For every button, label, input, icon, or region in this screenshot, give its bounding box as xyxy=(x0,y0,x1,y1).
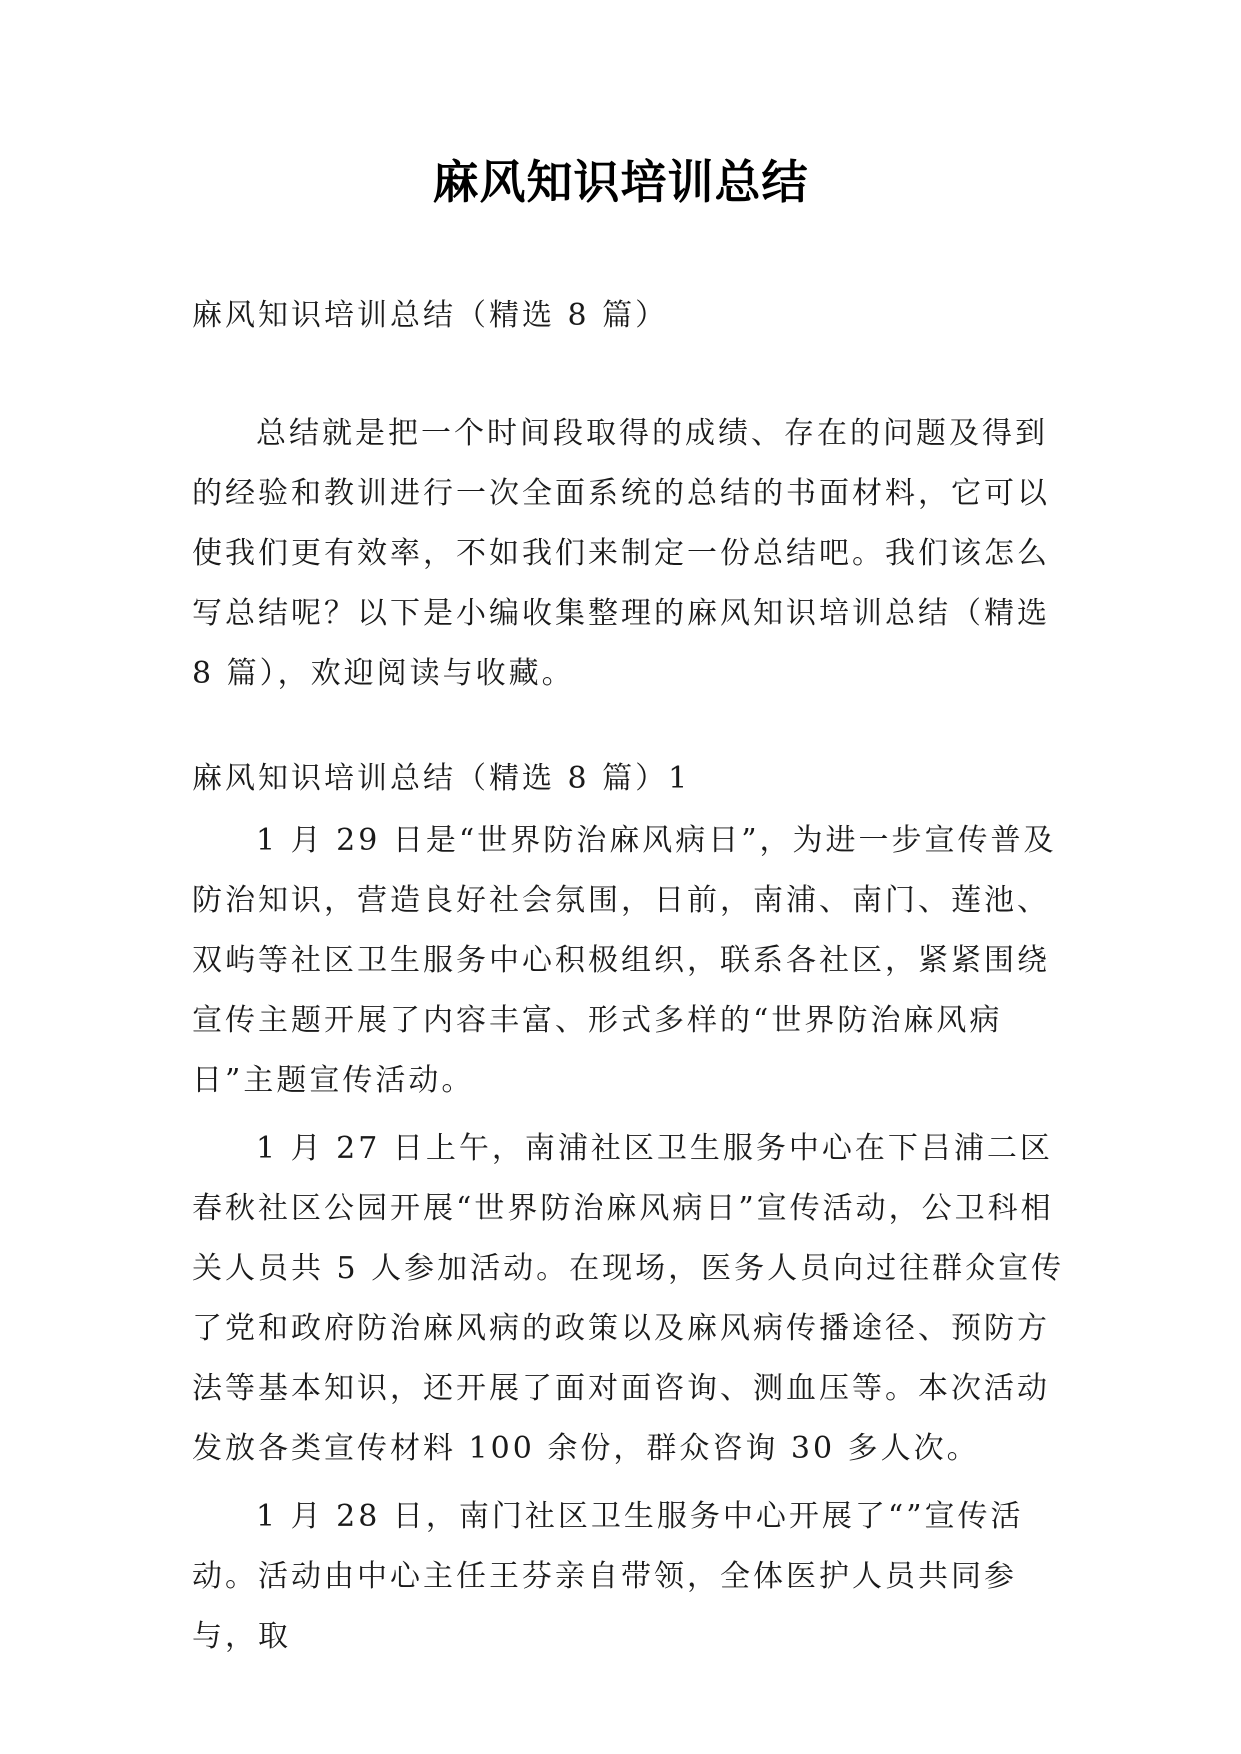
section-paragraph: 1 月 29 日是“世界防治麻风病日”，为进一步宣传普及防治知识，营造良好社会氛围，日前，南浦、南门、莲池、双屿等社区卫生服务中心积极组织，联系各社区，紧紧围绕宣传主题开展了内容丰富、形式多样的“世界防治麻风病日”主题宣传活动。 xyxy=(192,823,1057,1098)
section-heading: 麻风知识培训总结（精选 8 篇）1 xyxy=(192,761,691,796)
document-subtitle: 麻风知识培训总结（精选 8 篇） xyxy=(192,298,669,333)
section-paragraph: 1 月 28 日，南门社区卫生服务中心开展了“”宣传活动。活动由中心主任王芬亲自带领，全体医护人员共同参与，取 xyxy=(192,1499,1024,1654)
section-1 xyxy=(192,755,1072,1675)
document-title: 麻风知识培训总结 xyxy=(432,155,809,209)
section-paragraph: 1 月 27 日上午，南浦社区卫生服务中心在下吕浦二区春秋社区公园开展“世界防治麻风病日”宣传活动，公卫科相关人员共 5 人参加活动。在现场，医务人员向过往群众宣传了党和政府防治麻风病的政策以及麻风病传播途径、预防方法等基本知识，还开展了面对面咨询、测血压等。本次活动发放各类宣传材料 100 余份，群众咨询 30 多人次。 xyxy=(192,1131,1065,1466)
intro-paragraph: 总结就是把一个时间段取得的成绩、存在的问题及得到的经验和教训进行一次全面系统的总结的书面材料，它可以使我们更有效率，不如我们来制定一份总结吧。我们该怎么写总结呢？以下是小编收集整理的麻风知识培训总结（精选 8 篇），欢迎阅读与收藏。 xyxy=(192,416,1050,691)
